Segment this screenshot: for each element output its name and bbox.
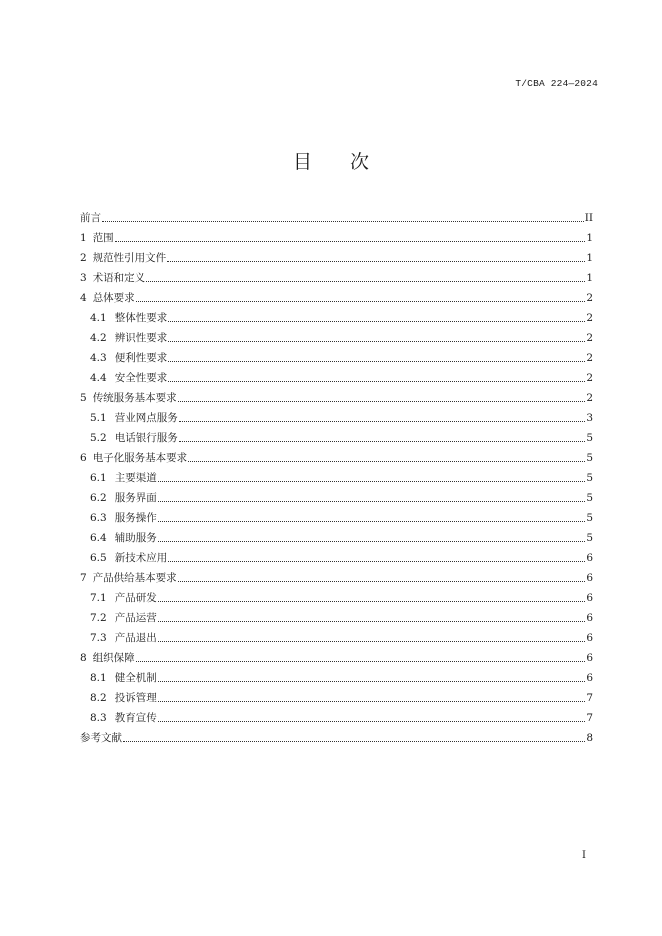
dot-leader [168, 561, 585, 562]
dot-leader [158, 541, 586, 542]
toc-entry-label: 整体性要求 [114, 312, 168, 324]
toc-entry-number: 4.4 [90, 372, 107, 384]
dot-leader [178, 581, 586, 582]
toc-entry-page: 5 [586, 532, 593, 544]
toc-entry-number: 7.1 [90, 592, 107, 604]
toc-entry[interactable] [80, 268, 593, 288]
toc-entry-number: 6.4 [90, 532, 107, 544]
toc-entry[interactable] [80, 668, 593, 688]
toc-entry-page: 8 [586, 732, 593, 744]
toc-entry-label: 前言 [80, 212, 101, 224]
toc-entry-page: 6 [586, 552, 593, 564]
toc-entry[interactable] [80, 488, 593, 508]
toc-entry[interactable] [80, 728, 593, 748]
toc-entry-label: 服务界面 [114, 492, 157, 504]
toc-entry-label: 营业网点服务 [114, 412, 178, 424]
dot-leader [167, 261, 585, 262]
toc-entry-label: 传统服务基本要求 [92, 392, 177, 404]
toc-entry-label: 教育宣传 [114, 712, 157, 724]
toc-entry[interactable] [80, 248, 593, 268]
toc-entry-label: 电话银行服务 [114, 432, 178, 444]
toc-entry-page: 2 [586, 372, 593, 384]
toc-entry-label: 组织保障 [92, 652, 135, 664]
toc-entry-number: 4.2 [90, 332, 107, 344]
dot-leader [136, 661, 586, 662]
toc-entry-number: 6.2 [90, 492, 107, 504]
dot-leader [158, 681, 586, 682]
toc-entry[interactable] [80, 548, 593, 568]
dot-leader [158, 721, 586, 722]
dot-leader [158, 521, 586, 522]
toc-entry-page: II [584, 212, 593, 224]
toc-entry-number: 5.2 [90, 432, 107, 444]
toc-entry-number: 6.5 [90, 552, 107, 564]
toc-entry-number: 5 [80, 392, 87, 404]
toc-entry-label: 投诉管理 [114, 692, 157, 704]
toc-entry-label: 服务操作 [114, 512, 157, 524]
dot-leader [168, 361, 585, 362]
toc-entry-page: 1 [586, 272, 593, 284]
toc-entry-number: 8.2 [90, 692, 107, 704]
toc-entry-page: 5 [586, 452, 593, 464]
toc-entry-page: 6 [586, 612, 593, 624]
dot-leader [188, 461, 585, 462]
toc-entry-page: 1 [586, 232, 593, 244]
toc-entry-page: 2 [586, 292, 593, 304]
table-of-contents [80, 208, 593, 748]
dot-leader [179, 421, 586, 422]
toc-entry[interactable] [80, 228, 593, 248]
toc-entry-number: 4.1 [90, 312, 107, 324]
dot-leader [158, 621, 586, 622]
toc-entry-label: 规范性引用文件 [92, 252, 167, 264]
toc-entry[interactable] [80, 708, 593, 728]
dot-leader [158, 501, 586, 502]
toc-entry[interactable] [80, 208, 593, 228]
toc-entry-label: 主要渠道 [114, 472, 157, 484]
toc-entry-number: 3 [80, 272, 87, 284]
toc-entry-page: 5 [586, 472, 593, 484]
dot-leader [168, 321, 585, 322]
toc-entry[interactable] [80, 348, 593, 368]
toc-entry[interactable] [80, 468, 593, 488]
toc-entry-page: 3 [586, 412, 593, 424]
toc-entry-label: 产品退出 [114, 632, 157, 644]
page-number: I [582, 850, 586, 861]
toc-entry-label: 新技术应用 [114, 552, 168, 564]
toc-entry-page: 6 [586, 672, 593, 684]
toc-entry[interactable] [80, 368, 593, 388]
toc-entry-page: 2 [586, 352, 593, 364]
toc-entry[interactable] [80, 648, 593, 668]
toc-entry[interactable] [80, 288, 593, 308]
toc-entry-number: 4.3 [90, 352, 107, 364]
toc-entry-page: 7 [586, 712, 593, 724]
toc-entry-page: 2 [586, 332, 593, 344]
toc-entry-number: 1 [80, 232, 87, 244]
toc-entry-label: 产品运营 [114, 612, 157, 624]
toc-entry-page: 6 [586, 652, 593, 664]
toc-entry-number: 2 [80, 252, 87, 264]
toc-entry[interactable] [80, 568, 593, 588]
toc-entry-page: 2 [586, 312, 593, 324]
toc-entry-label: 总体要求 [92, 292, 135, 304]
page-title: 目次 [292, 150, 407, 173]
dot-leader [158, 641, 586, 642]
toc-entry-label: 产品供给基本要求 [92, 572, 177, 584]
toc-entry-page: 5 [586, 492, 593, 504]
toc-entry-number: 7.2 [90, 612, 107, 624]
toc-entry-label: 产品研发 [114, 592, 157, 604]
toc-entry[interactable] [80, 308, 593, 328]
toc-entry-number: 8.3 [90, 712, 107, 724]
toc-entry-page: 5 [586, 432, 593, 444]
toc-entry-label: 安全性要求 [114, 372, 168, 384]
toc-entry-label: 范围 [92, 232, 114, 244]
toc-entry-number: 6.1 [90, 472, 107, 484]
toc-entry-label: 术语和定义 [92, 272, 146, 284]
toc-entry-number: 5.1 [90, 412, 107, 424]
dot-leader [102, 221, 584, 222]
toc-entry-number: 4 [80, 292, 87, 304]
toc-entry-page: 6 [586, 632, 593, 644]
toc-entry[interactable] [80, 628, 593, 648]
toc-entry-label: 便利性要求 [114, 352, 168, 364]
toc-entry[interactable] [80, 588, 593, 608]
toc-entry[interactable] [80, 508, 593, 528]
standard-code: T/CBA 224—2024 [515, 78, 598, 89]
dot-leader [123, 741, 585, 742]
toc-entry-number: 7.3 [90, 632, 107, 644]
toc-entry-page: 7 [586, 692, 593, 704]
toc-entry-number: 6.3 [90, 512, 107, 524]
dot-leader [158, 701, 586, 702]
toc-entry[interactable] [80, 688, 593, 708]
dot-leader [158, 601, 586, 602]
toc-entry[interactable] [80, 428, 593, 448]
toc-entry-page: 6 [586, 572, 593, 584]
toc-entry-number: 7 [80, 572, 87, 584]
toc-entry[interactable] [80, 388, 593, 408]
toc-entry-label: 参考文献 [80, 732, 122, 744]
toc-entry-label: 辅助服务 [114, 532, 157, 544]
toc-entry[interactable] [80, 528, 593, 548]
toc-entry[interactable] [80, 608, 593, 628]
toc-entry[interactable] [80, 448, 593, 468]
toc-entry-page: 5 [586, 512, 593, 524]
dot-leader [168, 341, 585, 342]
toc-entry-page: 1 [586, 252, 593, 264]
dot-leader [158, 481, 586, 482]
dot-leader [168, 381, 585, 382]
toc-entry-label: 健全机制 [114, 672, 157, 684]
toc-entry[interactable] [80, 328, 593, 348]
toc-entry-number: 6 [80, 452, 87, 464]
dot-leader [136, 301, 586, 302]
dot-leader [146, 281, 585, 282]
toc-entry-label: 辨识性要求 [114, 332, 168, 344]
toc-entry-page: 6 [586, 592, 593, 604]
toc-entry-label: 电子化服务基本要求 [92, 452, 188, 464]
dot-leader [115, 241, 586, 242]
toc-entry-number: 8 [80, 652, 87, 664]
toc-entry-page: 2 [586, 392, 593, 404]
toc-entry-number: 8.1 [90, 672, 107, 684]
dot-leader [179, 441, 586, 442]
dot-leader [178, 401, 586, 402]
toc-entry[interactable] [80, 408, 593, 428]
